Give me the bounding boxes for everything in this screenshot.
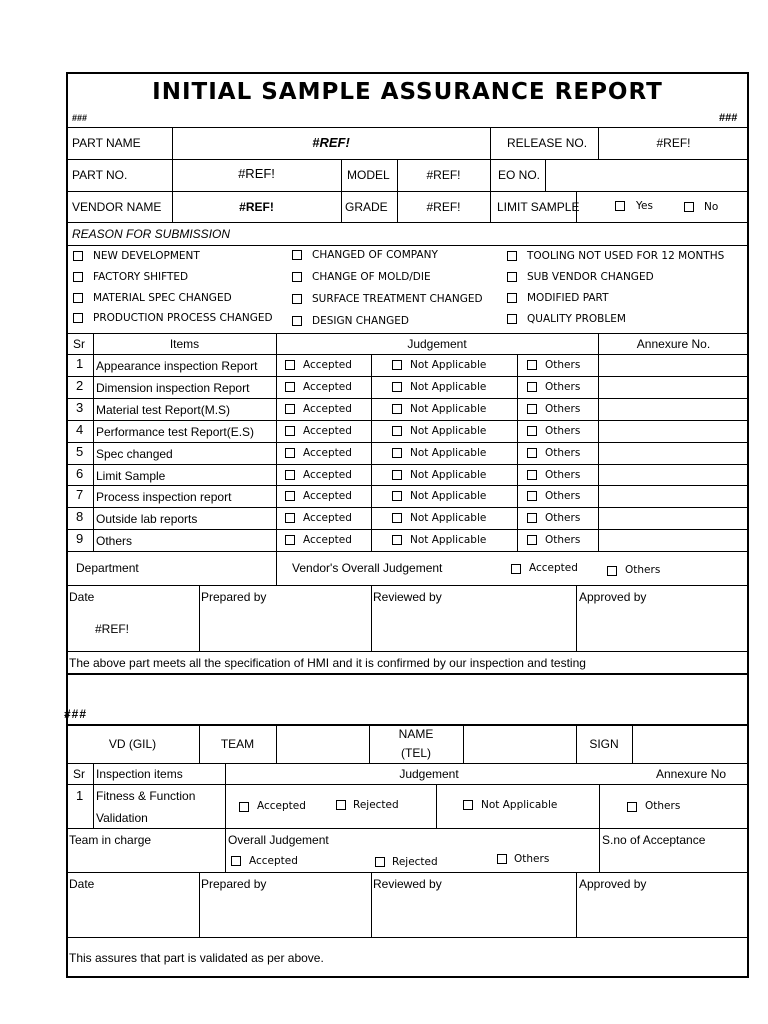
item-accepted-checkbox[interactable] — [285, 448, 295, 458]
item-row-name: Others — [96, 534, 133, 548]
item-not-applicable-label: Not Applicable — [410, 359, 487, 371]
item-not-applicable-checkbox[interactable] — [392, 426, 402, 436]
vendor-name-label: VENDOR NAME — [72, 200, 162, 214]
item-annexure-cell[interactable] — [599, 508, 747, 528]
vendor-name-value[interactable]: #REF! — [239, 200, 274, 214]
validation-accepted-checkbox[interactable] — [239, 802, 249, 812]
item-others-label: Others — [545, 425, 581, 437]
item-others-label: Others — [545, 490, 581, 502]
item-others-checkbox[interactable] — [527, 404, 537, 414]
item-accepted-label: Accepted — [303, 512, 352, 524]
sno-acceptance-label: S.no of Acceptance — [602, 833, 706, 847]
validation-row-item-line1: Fitness & Function — [96, 789, 196, 803]
signoff1-reviewed-by: Reviewed by — [373, 590, 442, 604]
vendor-accepted-label: Accepted — [529, 562, 578, 574]
item-others-checkbox[interactable] — [527, 513, 537, 523]
release-no-value[interactable]: #REF! — [656, 136, 691, 150]
reason-checkbox[interactable] — [73, 293, 83, 303]
item-row-sr: 6 — [76, 466, 84, 481]
validation-rejected-label: Rejected — [353, 799, 399, 811]
reason-checkbox[interactable] — [292, 272, 302, 282]
reason-changed-of-company: CHANGED OF COMPANY — [312, 249, 438, 261]
reason-checkbox[interactable] — [73, 272, 83, 282]
item-not-applicable-checkbox[interactable] — [392, 513, 402, 523]
reason-checkbox[interactable] — [292, 250, 302, 260]
item-others-checkbox[interactable] — [527, 382, 537, 392]
items-header-annexure: Annexure No. — [636, 337, 711, 351]
item-row-sr: 5 — [76, 444, 84, 459]
limit-sample-yes-label: Yes — [636, 200, 653, 212]
overall-accepted-label: Accepted — [249, 855, 298, 867]
model-value[interactable]: #REF! — [426, 168, 461, 182]
item-accepted-label: Accepted — [303, 447, 352, 459]
team-label: TEAM — [220, 737, 255, 751]
sign-label: SIGN — [589, 737, 619, 751]
item-row-name: Outside lab reports — [96, 512, 198, 526]
reason-checkbox[interactable] — [507, 251, 517, 261]
reason-sub-vendor-changed: SUB VENDOR CHANGED — [527, 271, 654, 283]
item-others-label: Others — [545, 469, 581, 481]
item-others-checkbox[interactable] — [527, 491, 537, 501]
item-annexure-cell[interactable] — [599, 421, 747, 441]
reason-checkbox[interactable] — [507, 272, 517, 282]
validation-rejected-checkbox[interactable] — [336, 800, 346, 810]
item-not-applicable-checkbox[interactable] — [392, 470, 402, 480]
reason-tooling-not-used: TOOLING NOT USED FOR 12 MONTHS — [527, 250, 725, 262]
overall-rejected-checkbox[interactable] — [375, 857, 385, 867]
reason-checkbox[interactable] — [507, 293, 517, 303]
item-others-checkbox[interactable] — [527, 426, 537, 436]
item-others-label: Others — [545, 447, 581, 459]
item-row-sr: 2 — [76, 378, 84, 393]
signoff2-prepared-by: Prepared by — [201, 877, 267, 891]
vendor-others-label: Others — [625, 564, 661, 576]
item-accepted-label: Accepted — [303, 490, 352, 502]
item-not-applicable-label: Not Applicable — [410, 425, 487, 437]
item-row-sr: 3 — [76, 400, 84, 415]
item-accepted-checkbox[interactable] — [285, 404, 295, 414]
item-not-applicable-checkbox[interactable] — [392, 360, 402, 370]
vd-gil-label: VD (GIL) — [108, 737, 157, 751]
items-header-judgement: Judgement — [407, 337, 467, 351]
overall-rejected-label: Rejected — [392, 856, 438, 868]
item-row-sr: 7 — [76, 487, 84, 502]
item-not-applicable-checkbox[interactable] — [392, 491, 402, 501]
item-not-applicable-label: Not Applicable — [410, 469, 487, 481]
item-annexure-cell[interactable] — [599, 355, 747, 375]
item-accepted-label: Accepted — [303, 425, 352, 437]
release-no-label: RELEASE NO. — [507, 136, 588, 150]
reason-checkbox[interactable] — [73, 251, 83, 261]
overall-others-label: Others — [514, 853, 550, 865]
items-header-sr: Sr — [73, 337, 85, 351]
part-name-value[interactable]: #REF! — [312, 135, 350, 150]
item-row-name: Performance test Report(E.S) — [96, 425, 255, 439]
item-row-sr: 8 — [76, 509, 84, 524]
item-row-name: Spec changed — [96, 447, 173, 461]
item-not-applicable-label: Not Applicable — [410, 447, 487, 459]
reason-new-development: NEW DEVELOPMENT — [93, 250, 200, 262]
item-annexure-cell[interactable] — [599, 443, 747, 463]
hash-left: ### — [72, 113, 88, 123]
limit-sample-label: LIMIT SAMPLE — [497, 200, 580, 214]
vendor-accepted-checkbox[interactable] — [511, 564, 521, 574]
validation-header-items: Inspection items — [96, 767, 183, 781]
items-header-items: Items — [169, 337, 200, 351]
team-in-charge-label: Team in charge — [69, 833, 152, 847]
item-row-name: Process inspection report — [96, 490, 232, 504]
validation-header-annexure: Annexure No — [656, 767, 727, 781]
tel-label: (TEL) — [401, 746, 431, 760]
item-annexure-cell[interactable] — [599, 465, 747, 485]
part-no-value[interactable]: #REF! — [238, 166, 275, 181]
item-not-applicable-checkbox[interactable] — [392, 535, 402, 545]
item-not-applicable-label: Not Applicable — [410, 534, 487, 546]
part-name-label: PART NAME — [72, 136, 141, 150]
item-not-applicable-label: Not Applicable — [410, 490, 487, 502]
signoff1-statement: The above part meets all the specification of HMI and it is confirmed by our inspection and testing — [69, 656, 586, 670]
model-label: MODEL — [347, 168, 390, 182]
validation-not-applicable-label: Not Applicable — [481, 799, 558, 811]
item-accepted-label: Accepted — [303, 381, 352, 393]
item-accepted-label: Accepted — [303, 469, 352, 481]
item-not-applicable-checkbox[interactable] — [392, 382, 402, 392]
eo-no-value[interactable] — [546, 160, 748, 190]
item-accepted-label: Accepted — [303, 359, 352, 371]
limit-sample-no-label: No — [704, 201, 719, 213]
validation-header-judgement: Judgement — [399, 767, 459, 781]
item-others-label: Others — [545, 512, 581, 524]
reason-quality-problem: QUALITY PROBLEM — [527, 313, 626, 325]
item-others-label: Others — [545, 381, 581, 393]
item-accepted-checkbox[interactable] — [285, 470, 295, 480]
item-not-applicable-label: Not Applicable — [410, 403, 487, 415]
signoff2-reviewed-by: Reviewed by — [373, 877, 442, 891]
item-row-sr: 4 — [76, 422, 84, 437]
grade-label: GRADE — [345, 200, 388, 214]
reason-material-spec-changed: MATERIAL SPEC CHANGED — [93, 292, 232, 304]
item-annexure-cell[interactable] — [599, 399, 747, 419]
item-accepted-checkbox[interactable] — [285, 382, 295, 392]
reason-factory-shifted: FACTORY SHIFTED — [93, 271, 189, 283]
item-row-name: Appearance inspection Report — [96, 359, 258, 373]
item-others-checkbox[interactable] — [527, 535, 537, 545]
item-accepted-checkbox[interactable] — [285, 426, 295, 436]
hash-mid: ### — [64, 707, 88, 721]
item-others-label: Others — [545, 403, 581, 415]
validation-not-applicable-checkbox[interactable] — [463, 800, 473, 810]
overall-judgement-label: Overall Judgement — [228, 833, 329, 847]
item-row-name: Dimension inspection Report — [96, 381, 250, 395]
reason-checkbox[interactable] — [292, 316, 302, 326]
hash-right: ### — [719, 112, 738, 124]
name-label: NAME — [398, 727, 434, 741]
item-accepted-label: Accepted — [303, 403, 352, 415]
overall-accepted-checkbox[interactable] — [231, 856, 241, 866]
item-annexure-cell[interactable] — [599, 486, 747, 506]
reason-checkbox[interactable] — [507, 314, 517, 324]
signoff2-date-label: Date — [69, 877, 95, 891]
item-not-applicable-label: Not Applicable — [410, 512, 487, 524]
limit-sample-yes-checkbox[interactable] — [615, 201, 625, 211]
report-title: INITIAL SAMPLE ASSURANCE REPORT — [152, 79, 663, 105]
item-row-name: Material test Report(M.S) — [96, 403, 231, 417]
signoff1-date-label: Date — [69, 590, 95, 604]
validation-others-label: Others — [645, 800, 681, 812]
item-others-label: Others — [545, 359, 581, 371]
reason-modified-part: MODIFIED PART — [527, 292, 609, 304]
reason-checkbox[interactable] — [292, 294, 302, 304]
limit-sample-no-checkbox[interactable] — [684, 202, 694, 212]
grade-value[interactable]: #REF! — [426, 200, 461, 214]
signoff2-statement: This assures that part is validated as per above. — [69, 951, 324, 965]
validation-header-sr: Sr — [73, 767, 85, 781]
signoff1-prepared-by: Prepared by — [201, 590, 267, 604]
part-no-label: PART NO. — [72, 168, 128, 182]
department-label: Department — [76, 561, 139, 575]
item-not-applicable-checkbox[interactable] — [392, 448, 402, 458]
overall-others-checkbox[interactable] — [497, 854, 507, 864]
item-accepted-checkbox[interactable] — [285, 491, 295, 501]
item-others-checkbox[interactable] — [527, 470, 537, 480]
reason-checkbox[interactable] — [73, 313, 83, 323]
item-not-applicable-checkbox[interactable] — [392, 404, 402, 414]
signoff1-approved-by: Approved by — [579, 590, 647, 604]
validation-row-item-line2: Validation — [96, 811, 148, 825]
item-accepted-label: Accepted — [303, 534, 352, 546]
reason-design-changed: DESIGN CHANGED — [312, 315, 409, 327]
item-row-sr: 9 — [76, 531, 84, 546]
vendor-others-checkbox[interactable] — [607, 566, 617, 576]
validation-accepted-label: Accepted — [257, 800, 306, 812]
validation-others-checkbox[interactable] — [627, 802, 637, 812]
item-annexure-cell[interactable] — [599, 377, 747, 397]
reason-production-process-changed: PRODUCTION PROCESS CHANGED — [93, 312, 273, 324]
item-accepted-checkbox[interactable] — [285, 513, 295, 523]
item-not-applicable-label: Not Applicable — [410, 381, 487, 393]
vendor-judgement-label: Vendor's Overall Judgement — [292, 561, 443, 575]
item-annexure-cell[interactable] — [599, 530, 747, 550]
item-row-name: Limit Sample — [96, 469, 166, 483]
item-others-checkbox[interactable] — [527, 360, 537, 370]
reason-title: REASON FOR SUBMISSION — [72, 227, 231, 241]
signoff1-date-value[interactable]: #REF! — [95, 622, 130, 636]
item-others-checkbox[interactable] — [527, 448, 537, 458]
item-row-sr: 1 — [76, 356, 84, 371]
item-others-label: Others — [545, 534, 581, 546]
eo-no-label: EO NO. — [498, 168, 541, 182]
item-accepted-checkbox[interactable] — [285, 535, 295, 545]
validation-row-sr: 1 — [76, 788, 84, 803]
reason-change-of-mold: CHANGE OF MOLD/DIE — [312, 271, 431, 283]
reason-surface-treatment-changed: SURFACE TREATMENT CHANGED — [312, 293, 483, 305]
signoff2-approved-by: Approved by — [579, 877, 647, 891]
item-accepted-checkbox[interactable] — [285, 360, 295, 370]
